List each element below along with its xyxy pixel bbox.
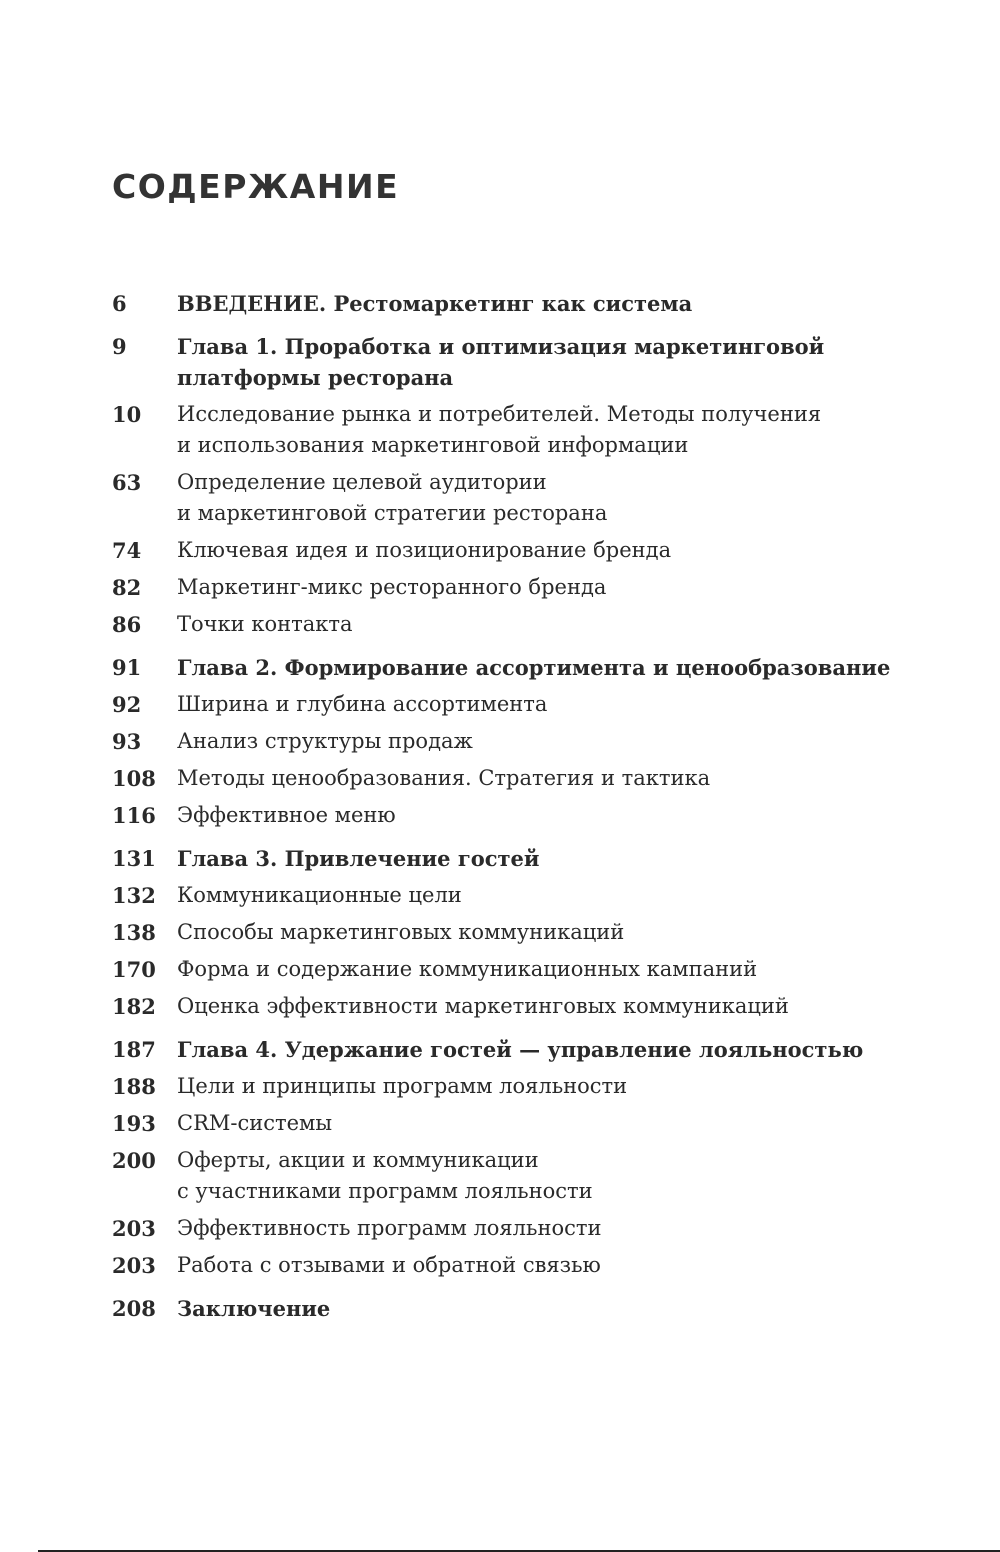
toc-page-number: 86 (112, 612, 142, 637)
toc-entry-title: Методы ценообразования. Стратегия и тактика (177, 766, 711, 790)
toc-page-number: 63 (112, 470, 142, 495)
toc-entry (112, 1213, 912, 1244)
toc-page-number: 91 (112, 655, 142, 680)
toc-entry-title: Способы маркетинговых коммуникаций (177, 920, 625, 944)
toc-page-number: 10 (112, 402, 142, 427)
toc-page-number: 132 (112, 883, 156, 908)
toc-entry (112, 1108, 912, 1139)
toc-entry-title: Анализ структуры продаж (177, 729, 473, 753)
toc-entry (112, 1145, 912, 1207)
toc-page-number: 116 (112, 803, 156, 828)
toc-entry-title: Форма и содержание коммуникационных кампаний (177, 957, 758, 981)
toc-page-number: 131 (112, 846, 156, 871)
toc-page-number: 82 (112, 575, 142, 600)
toc-page-number: 138 (112, 920, 156, 945)
toc-page-number: 93 (112, 729, 142, 754)
toc-entry-title: Глава 4. Удержание гостей — управление лояльностью (177, 1037, 864, 1062)
toc-page-number: 170 (112, 957, 156, 982)
toc-entry-title: Коммуникационные цели (177, 883, 462, 907)
toc-page-number: 193 (112, 1111, 156, 1136)
toc-entry (112, 763, 912, 794)
toc-entry (112, 726, 912, 757)
toc-page-number: 182 (112, 994, 156, 1019)
toc-entry-title: Ключевая идея и позиционирование бренда (177, 538, 672, 562)
toc-entry-title: Маркетинг-микс ресторанного бренда (177, 575, 607, 599)
toc-entry (112, 535, 912, 566)
toc-entry-title: Глава 2. Формирование ассортимента и ценообразование (177, 655, 891, 680)
toc-page-number: 200 (112, 1148, 156, 1173)
toc-entry-title: Определение целевой аудитории и маркетинговой стратегии ресторана (177, 470, 608, 525)
toc-entry (112, 399, 912, 461)
toc-page-number: 108 (112, 766, 156, 791)
toc-entry-title: Эффективность программ лояльности (177, 1216, 602, 1240)
toc-entry (112, 991, 912, 1022)
toc-chapter-entry (112, 331, 912, 393)
toc-entry-title: Точки контакта (177, 612, 353, 636)
toc-entry-title: ВВЕДЕНИЕ. Рестомаркетинг как система (177, 291, 693, 316)
toc-page-number: 92 (112, 692, 142, 717)
toc-entry-title: Заключение (177, 1296, 331, 1321)
page-title: СОДЕРЖАНИЕ (112, 167, 400, 206)
toc-entry-title: Исследование рынка и потребителей. Методы получения и использования маркетинговой информации (177, 402, 822, 457)
toc-entry-title: Работа с отзывами и обратной связью (177, 1253, 601, 1277)
toc-entry (112, 954, 912, 985)
toc-chapter-entry (112, 652, 912, 683)
toc-page-number: 74 (112, 538, 142, 563)
toc-entry (112, 467, 912, 529)
table-of-contents (112, 288, 912, 1330)
toc-entry-title: CRM-системы (177, 1111, 333, 1135)
toc-page-number: 6 (112, 291, 127, 316)
toc-chapter-entry (112, 843, 912, 874)
toc-entry-title: Ширина и глубина ассортимента (177, 692, 548, 716)
toc-entry (112, 1071, 912, 1102)
toc-entry (112, 800, 912, 831)
toc-entry (112, 689, 912, 720)
toc-entry (112, 1250, 912, 1281)
toc-chapter-entry (112, 288, 912, 319)
toc-page-number: 188 (112, 1074, 156, 1099)
toc-chapter-entry (112, 1293, 912, 1324)
toc-page-number: 9 (112, 334, 127, 359)
toc-page-number: 208 (112, 1296, 156, 1321)
toc-entry (112, 609, 912, 640)
toc-entry (112, 880, 912, 911)
toc-entry-title: Глава 1. Проработка и оптимизация маркетинговой платформы ресторана (177, 334, 825, 390)
toc-entry-title: Цели и принципы программ лояльности (177, 1074, 628, 1098)
toc-chapter-entry (112, 1034, 912, 1065)
toc-entry-title: Глава 3. Привлечение гостей (177, 846, 540, 871)
toc-entry (112, 572, 912, 603)
toc-entry-title: Оценка эффективности маркетинговых коммуникаций (177, 994, 789, 1018)
toc-entry-title: Эффективное меню (177, 803, 396, 827)
toc-page-number: 203 (112, 1253, 156, 1278)
toc-entry (112, 917, 912, 948)
toc-page-number: 203 (112, 1216, 156, 1241)
toc-page-number: 187 (112, 1037, 156, 1062)
toc-entry-title: Оферты, акции и коммуникации с участниками программ лояльности (177, 1148, 593, 1203)
